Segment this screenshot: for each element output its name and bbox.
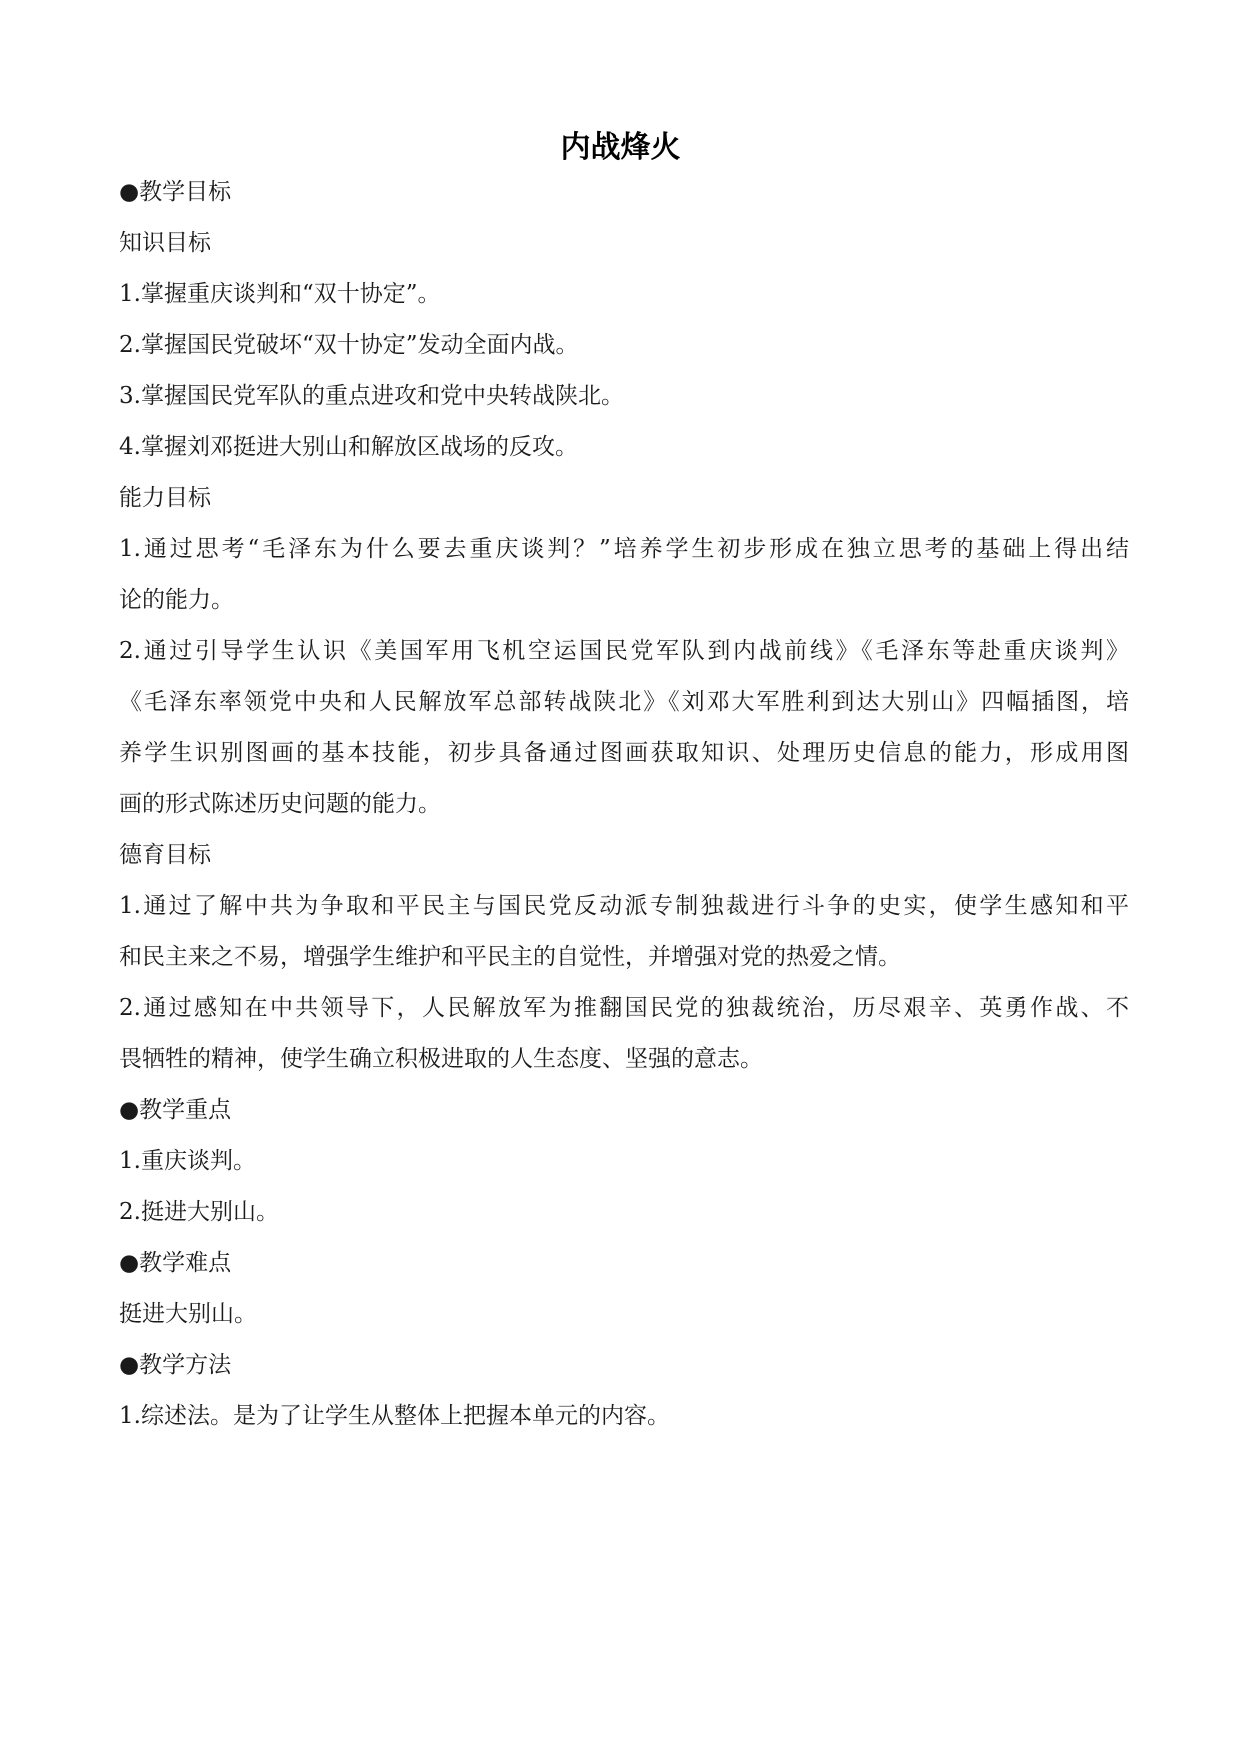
paragraph-line: 《毛泽东率领党中央和人民解放军总部转战陕北》《刘邓大军胜利到达大别山》四幅插图，培 [119, 689, 1129, 715]
paragraph-line: 2.通过引导学生认识《美国军用飞机空运国民党军队到内战前线》《毛泽东等赴重庆谈判》 [119, 638, 1129, 664]
list-item: 4.掌握刘邓挺进大别山和解放区战场的反攻。 [119, 434, 578, 460]
list-item: 1.综述法。是为了让学生从整体上把握本单元的内容。 [119, 1403, 670, 1429]
subheading-moral-goals: 德育目标 [119, 842, 211, 868]
page-title: 内战烽火 [560, 130, 681, 165]
paragraph-line: 画的形式陈述历史问题的能力。 [119, 791, 441, 817]
paragraph-line: 1.通过思考“毛泽东为什么要去重庆谈判？”培养学生初步形成在独立思考的基础上得出结 [119, 536, 1129, 562]
paragraph-line: 论的能力。 [119, 587, 234, 613]
list-item: 1.掌握重庆谈判和“双十协定”。 [119, 281, 441, 307]
subheading-ability-goals: 能力目标 [119, 485, 211, 511]
list-item: 1.重庆谈判。 [119, 1148, 256, 1174]
section-heading-key-points: ●教学重点 [119, 1097, 232, 1123]
list-item: 2.挺进大别山。 [119, 1199, 279, 1225]
paragraph-line: 挺进大别山。 [119, 1301, 257, 1327]
list-item: 3.掌握国民党军队的重点进攻和党中央转战陕北。 [119, 383, 624, 409]
paragraph-line: 养学生识别图画的基本技能，初步具备通过图画获取知识、处理历史信息的能力，形成用图 [119, 740, 1129, 766]
section-heading-difficult-points: ●教学难点 [119, 1250, 232, 1276]
paragraph-line: 2.通过感知在中共领导下，人民解放军为推翻国民党的独裁统治，历尽艰辛、英勇作战、不 [119, 995, 1129, 1021]
list-item: 2.掌握国民党破坏“双十协定”发动全面内战。 [119, 332, 579, 358]
paragraph-line: 1.通过了解中共为争取和平民主与国民党反动派专制独裁进行斗争的史实，使学生感知和平 [119, 893, 1129, 919]
paragraph-line: 和民主来之不易，增强学生维护和平民主的自觉性，并增强对党的热爱之情。 [119, 944, 901, 970]
section-heading-teaching-goals: ●教学目标 [119, 179, 232, 205]
paragraph-line: 畏牺牲的精神，使学生确立积极进取的人生态度、坚强的意志。 [119, 1046, 763, 1072]
section-heading-teaching-methods: ●教学方法 [119, 1352, 232, 1378]
subheading-knowledge-goals: 知识目标 [119, 230, 211, 256]
